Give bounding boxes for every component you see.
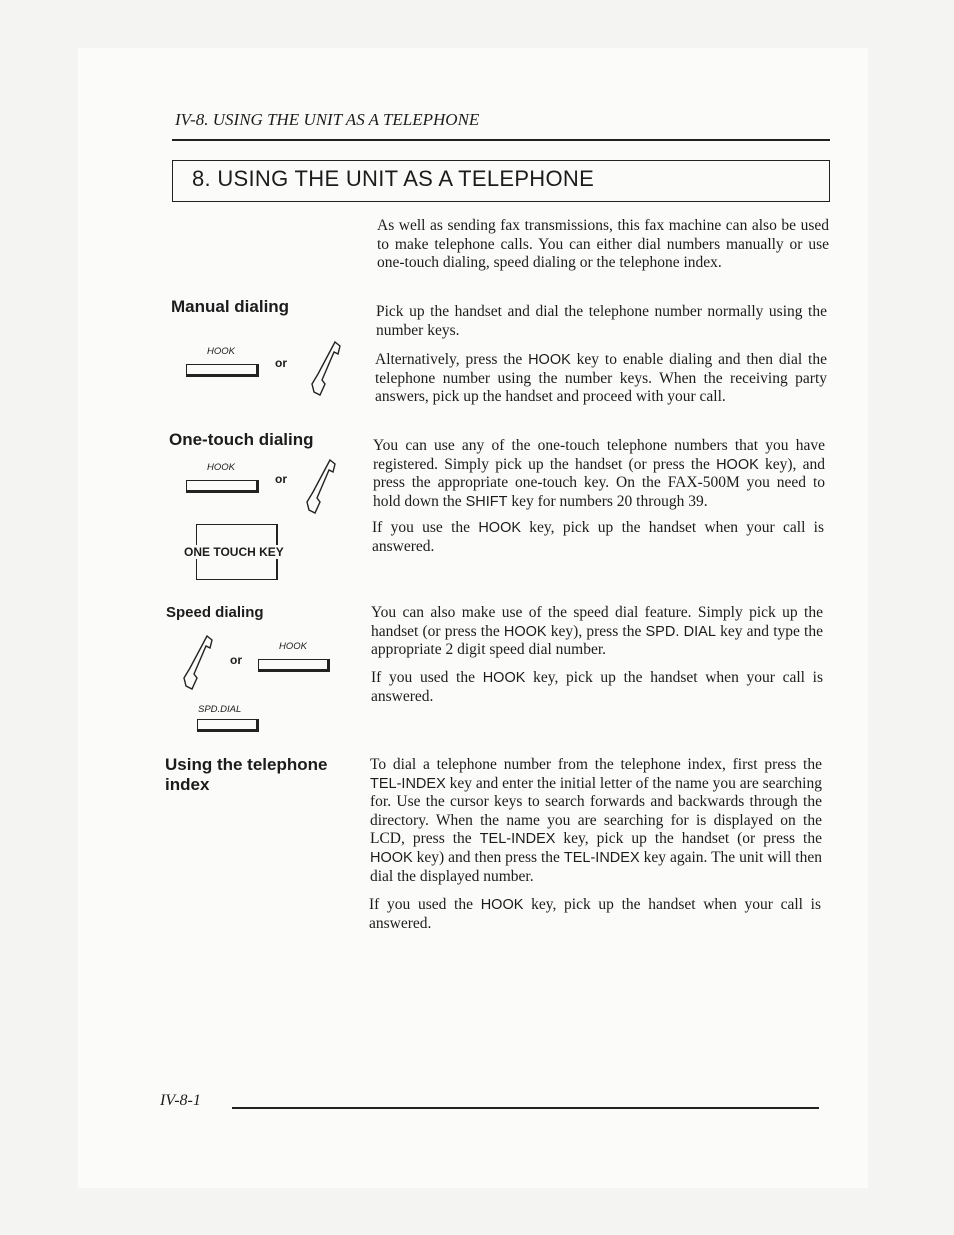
hook-key-label: HOOK bbox=[207, 462, 235, 473]
one-touch-paragraph-1: You can use any of the one-touch telephone numbers that you have registered. Simply pick up the handset (or press the HOOK key), and press the appropriate one-touch key. On the FAX-500M you need to hold down the SHIFT key for numbers 20 through 39. bbox=[373, 437, 825, 510]
hook-key-icon bbox=[186, 364, 259, 377]
or-label: or bbox=[230, 653, 242, 667]
or-label: or bbox=[275, 472, 287, 486]
index-paragraph-2: If you used the HOOK key, pick up the handset when your call is answered. bbox=[369, 896, 822, 932]
manual-paragraph-2: Alternatively, press the HOOK key to enable dialing and then dial the telephone number using the number keys. When the receiving party answers, pick up the handset and proceed with your call. bbox=[375, 351, 827, 406]
hook-key-label: HOOK bbox=[207, 346, 235, 357]
one-touch-key-label: ONE TOUCH KEY bbox=[184, 545, 284, 559]
header-rule bbox=[172, 139, 830, 141]
manual-paragraph-1: Pick up the handset and dial the telephone number normally using the number keys. bbox=[376, 303, 827, 339]
handset-icon bbox=[308, 340, 346, 400]
speed-dialing-heading: Speed dialing bbox=[166, 604, 264, 621]
spd-dial-key-icon bbox=[197, 719, 259, 732]
one-touch-paragraph-2: If you use the HOOK key, pick up the handset when your call is answered. bbox=[372, 519, 824, 555]
handset-icon bbox=[303, 458, 341, 518]
speed-paragraph-2: If you used the HOOK key, pick up the handset when your call is answered. bbox=[371, 669, 824, 705]
page-number: IV-8-1 bbox=[160, 1092, 201, 1109]
telephone-index-heading: Using the telephone index bbox=[165, 755, 328, 794]
speed-paragraph-1: You can also make use of the speed dial feature. Simply pick up the handset (or press the HOOK key), press the SPD. DIAL key and type the appropriate 2 digit speed dial number. bbox=[371, 604, 823, 659]
hook-key-icon bbox=[258, 659, 330, 672]
one-touch-dialing-heading: One-touch dialing bbox=[169, 430, 314, 449]
hook-key-icon bbox=[186, 480, 259, 493]
hook-key-label: HOOK bbox=[279, 641, 307, 652]
section-title: 8. USING THE UNIT AS A TELEPHONE bbox=[192, 166, 595, 191]
running-head: IV-8. USING THE UNIT AS A TELEPHONE bbox=[175, 110, 480, 129]
intro-paragraph: As well as sending fax transmissions, this fax machine can also be used to make telephone calls. You can either dial numbers manually or use one-touch dialing, speed dialing or the telephone index. bbox=[377, 217, 829, 272]
footer-rule bbox=[232, 1107, 819, 1109]
handset-icon bbox=[180, 634, 218, 694]
index-paragraph-1: To dial a telephone number from the telephone index, first press the TEL-INDEX key and enter the initial letter of the name you are searching for. Use the cursor keys to search forwards and backwards through the directory. When the name you are searching for is displayed on the LCD, press the TEL-INDEX key, pick up the handset (or press the HOOK key) and then press the TEL-INDEX key again. The unit will then dial the displayed number. bbox=[370, 756, 822, 885]
manual-dialing-heading: Manual dialing bbox=[171, 297, 290, 316]
or-label: or bbox=[275, 356, 287, 370]
spd-dial-key-label: SPD.DIAL bbox=[198, 704, 242, 715]
